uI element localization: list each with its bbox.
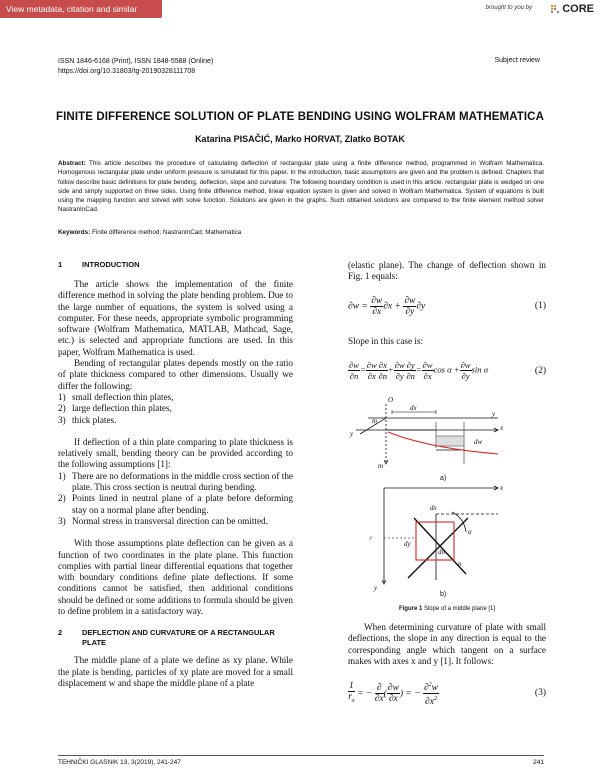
figure-label-b: b) bbox=[440, 591, 447, 598]
doi-link[interactable]: https://doi.org/10.31803/tg-20190328111708 bbox=[58, 68, 196, 75]
right-paragraph-2: When determining curvature of plate with small deflections, the slope in any direction is equal to the corresponding angle which tangent on a surface makes with axes x and y [1]. It follows: bbox=[348, 622, 546, 666]
equation-3-number: (3) bbox=[534, 688, 546, 698]
svg-text:y: y bbox=[350, 430, 354, 438]
view-metadata-link[interactable]: View metadata, citation and similar papers at core.ac.uk bbox=[0, 0, 162, 18]
list-item: 3) thick plates. bbox=[58, 414, 117, 425]
svg-text:α: α bbox=[468, 528, 472, 536]
abstract-label: Abstract: bbox=[58, 160, 86, 167]
keywords-text: Finite difference method; NastranInCad; Mathematica bbox=[91, 229, 242, 236]
intro-paragraph-1: The article shows the implementation of the finite difference method in solving the plate bending problem. Due to the large number of equations, the system is solved using a computer. For these needs, appropriate symbolic programming software (Wolfram Mathematica, MATLAB, Mathcad, Sage, etc.) is selected and appropriate functions are used. In this paper, Wolfram Mathematica is used. bbox=[58, 279, 293, 357]
svg-text:dn: dn bbox=[438, 548, 445, 556]
journal-meta bbox=[58, 57, 213, 77]
svg-text:y: y bbox=[370, 536, 373, 541]
svg-text:x: x bbox=[500, 484, 504, 492]
figure-1-caption-label: Figure 1 bbox=[398, 606, 423, 612]
left-column bbox=[58, 260, 293, 689]
footer-rule bbox=[58, 755, 544, 756]
list-item: 2) Points lined in neutral plane of a plate before deforming stay on a normal plane after bending. bbox=[58, 493, 293, 515]
svg-text:O: O bbox=[388, 396, 394, 404]
section-2-number: 2 bbox=[58, 628, 63, 638]
svg-text:m: m bbox=[378, 462, 384, 470]
svg-text:dw: dw bbox=[474, 438, 483, 446]
svg-text:m: m bbox=[372, 417, 378, 425]
slope-intro: Slope in this case is: bbox=[348, 336, 424, 346]
figure-1-caption bbox=[348, 606, 546, 612]
brought-by-text: brought to you by bbox=[485, 5, 532, 11]
footer-journal: TEHNIČKI GLASNIK 13, 3(2019), 241-247 bbox=[58, 759, 181, 766]
footer-page-number: 241 bbox=[533, 759, 544, 766]
section-1-title: INTRODUCTION bbox=[82, 260, 140, 269]
section-2-title: DEFLECTION AND CURVATURE OF A RECTANGULAR PLATE bbox=[82, 628, 275, 648]
keywords bbox=[58, 228, 544, 237]
top-bar bbox=[0, 0, 600, 32]
equation-3 bbox=[348, 680, 546, 708]
core-logo-text: CORE bbox=[562, 3, 594, 15]
list-item: 3) Normal stress in transversal direction can be omitted. bbox=[58, 515, 268, 526]
equation-2 bbox=[348, 360, 546, 384]
abstract bbox=[58, 159, 544, 215]
list-item: 1) small deflection thin plates, bbox=[58, 391, 174, 402]
equation-1 bbox=[348, 296, 546, 318]
core-logo[interactable] bbox=[550, 1, 594, 17]
issn-line: ISSN 1846-6168 (Print), ISSN 1848-5588 (Online) bbox=[58, 58, 214, 65]
equation-2-number: (2) bbox=[534, 366, 546, 376]
svg-text:dx: dx bbox=[410, 404, 417, 412]
equation-1-body: ∂w = $\frac{\partial w}{\partial x}$ ∂x + $\frac{\partial w}{\partial y}$ ∂y bbox=[348, 296, 426, 317]
right-paragraph-1: (elastic plane). The change of deflection shown in Fig. 1 equals: bbox=[348, 260, 546, 282]
keywords-label: Keywords: bbox=[58, 229, 91, 236]
list-item: 2) large deflection thin plates, bbox=[58, 403, 172, 414]
svg-text:x: x bbox=[500, 424, 504, 432]
paper-authors: Katarina PISAČIĆ, Marko HORVAT, Zlatko BOTAK bbox=[195, 134, 405, 144]
intro-paragraph-3: If deflection of a thin plate comparing to plate thickness is relatively small, bending theory can be provided according to the following assumptions [1]: bbox=[58, 436, 293, 470]
svg-text:n: n bbox=[458, 560, 462, 568]
plate-types-list bbox=[58, 392, 293, 426]
svg-text:dx: dx bbox=[430, 504, 437, 512]
assumptions-list bbox=[58, 471, 293, 527]
paper-title: FINITE DIFFERENCE SOLUTION OF PLATE BENDING USING WOLFRAM MATHEMATICA bbox=[56, 111, 544, 123]
section-1-number: 1 bbox=[58, 260, 63, 269]
section-1-heading bbox=[58, 260, 293, 270]
figure-label-a: a) bbox=[440, 475, 447, 482]
equation-1-number: (1) bbox=[534, 301, 546, 311]
svg-text:y: y bbox=[374, 584, 378, 592]
core-logo-icon bbox=[550, 3, 560, 15]
intro-paragraph-2: Bending of rectangular plates depends mostly on the ratio of plate thickness compared to other dimensions. Usually we differ the following: bbox=[58, 358, 293, 391]
figure-1 bbox=[348, 394, 506, 606]
right-col-curvature bbox=[348, 622, 546, 667]
figure-1-caption-text: Slope of a middle plane [1] bbox=[423, 606, 496, 612]
section-2-paragraph: The middle plane of a plate we define as xy plane. While the plate is bending, particles of xy plate are moved for a small displacement w and shape the middle plane of a plate bbox=[58, 655, 293, 688]
equation-3-body: $\frac{1}{r_x}$ = − $\frac{\partial}{\partial x}$ ( $\frac{\partial w}{\partial x}$ ) = − $\frac{\partial^2w}{\partial x^2}$ bbox=[348, 681, 438, 708]
right-col-intro bbox=[348, 260, 546, 283]
equation-2-body: $\frac{\partial w}{\partial n}$ = $\frac{\partial w}{\partial x}$ $\frac{\partial x}{\partial n}$ + $\frac{\partial w}{\partial y}$ $\frac{\partial y}{\partial n}$ = $\frac{\partial w}{\partial x}$ cos α + $\frac{\partial w}{\partial y}$ sin α bbox=[349, 360, 489, 381]
svg-text:dy: dy bbox=[404, 540, 411, 548]
list-item: 1) There are no deformations in the middle cross section of the plate. This cross section is neutral during bending. bbox=[58, 470, 293, 493]
article-type: Subject review bbox=[494, 57, 540, 64]
intro-paragraph-4: With those assumptions plate deflection can be given as a function of two coordinates in the plate plane. This function complies with partial linear differential equations that together with boundary conditions define plate deflections. If some conditions cannot be satisfied, then additional conditions should be defined or some additions to formula should be given to define problem in a satisfactory way. bbox=[58, 538, 293, 617]
abstract-text: This article describes the procedure of calculating deflection of rectangular plate using a finite difference method, programmed in Wolfram Mathematica. Homogenous rectangular plate under uniform pressure is simulated for this paper. In the introduction, basic assumptions are given and the problem is defined. Chapters that follow describe basic definitions for plate bending, deflection, slope and curvature. The following boundary condition is used in this article: rectangular plate is wedged on one side and simply supported on three sides. Using finite difference method, linear equation system is given and solved in Wolfram Mathematica. System of equations is built using the mapping function and solved with solve function. Solutions are given in the graphs. Such obtained solutions are compared to the finite element method solver NastranInCad. bbox=[58, 160, 544, 214]
section-2-heading bbox=[58, 628, 293, 648]
svg-text:y: y bbox=[492, 410, 496, 418]
